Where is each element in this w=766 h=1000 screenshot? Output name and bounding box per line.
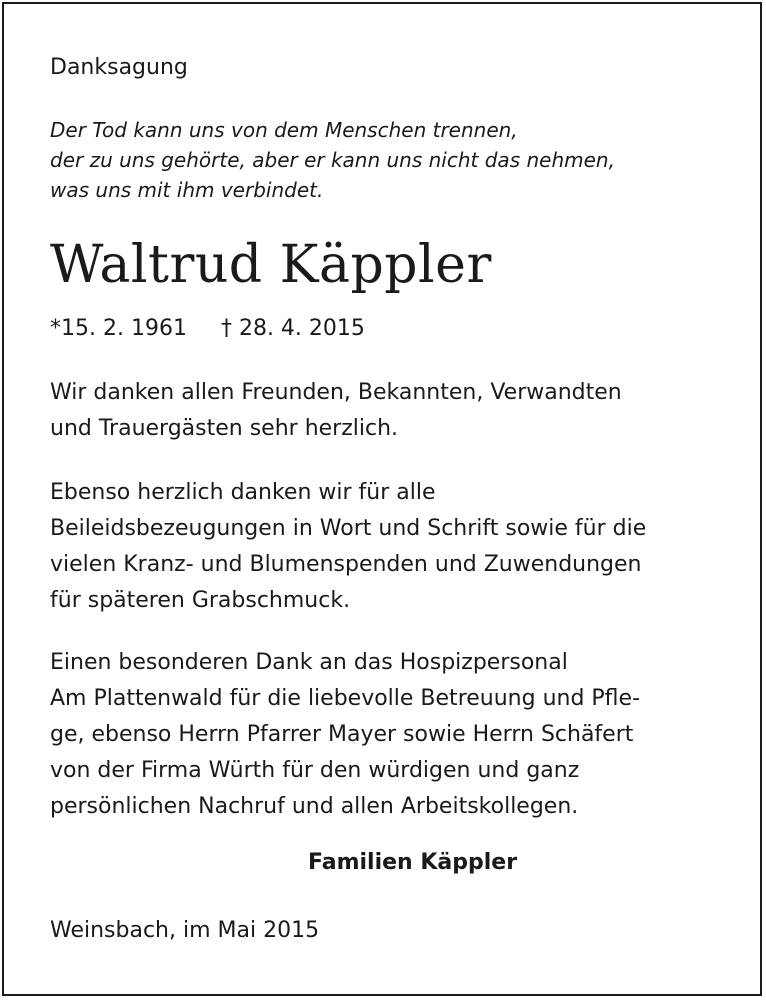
quote-line: der zu uns gehörte, aber er kann uns nicht das nehmen,: [50, 148, 615, 172]
paragraph-line: Wir danken allen Freunden, Bekannten, Verwandten: [50, 380, 622, 405]
special-thanks-paragraph: [50, 645, 640, 825]
condolence-paragraph: [50, 475, 646, 619]
thanks-paragraph: [50, 375, 622, 447]
paragraph-line: und Trauergästen sehr herzlich.: [50, 416, 399, 441]
deceased-name: Waltrud Käppler: [50, 235, 492, 295]
paragraph-line: von der Firma Würth für den würdigen und ganz: [50, 758, 580, 783]
paragraph-line: Einen besonderen Dank an das Hospizpersonal: [50, 650, 568, 675]
paragraph-line: Am Plattenwald für die liebevolle Betreuung und Pfle-: [50, 686, 641, 711]
memorial-quote: [50, 115, 615, 205]
death-date: † 28. 4. 2015: [220, 316, 365, 341]
place-date: Weinsbach, im Mai 2015: [50, 918, 320, 943]
life-dates: [50, 314, 365, 344]
paragraph-line: vielen Kranz- und Blumenspenden und Zuwendungen: [50, 552, 642, 577]
paragraph-line: für späteren Grabschmuck.: [50, 588, 351, 613]
family-signature: Familien Käppler: [308, 850, 518, 875]
birth-date: *15. 2. 1961: [50, 316, 187, 341]
paragraph-line: ge, ebenso Herrn Pfarrer Mayer sowie Herrn Schäfert: [50, 722, 634, 747]
paragraph-line: persönlichen Nachruf und allen Arbeitskollegen.: [50, 794, 579, 819]
quote-line: was uns mit ihm verbindet.: [50, 178, 324, 202]
paragraph-line: Ebenso herzlich danken wir für alle: [50, 480, 436, 505]
paragraph-line: Beileidsbezeugungen in Wort und Schrift sowie für die: [50, 516, 647, 541]
notice-heading: Danksagung: [50, 55, 188, 80]
quote-line: Der Tod kann uns von dem Menschen trennen,: [50, 118, 518, 142]
